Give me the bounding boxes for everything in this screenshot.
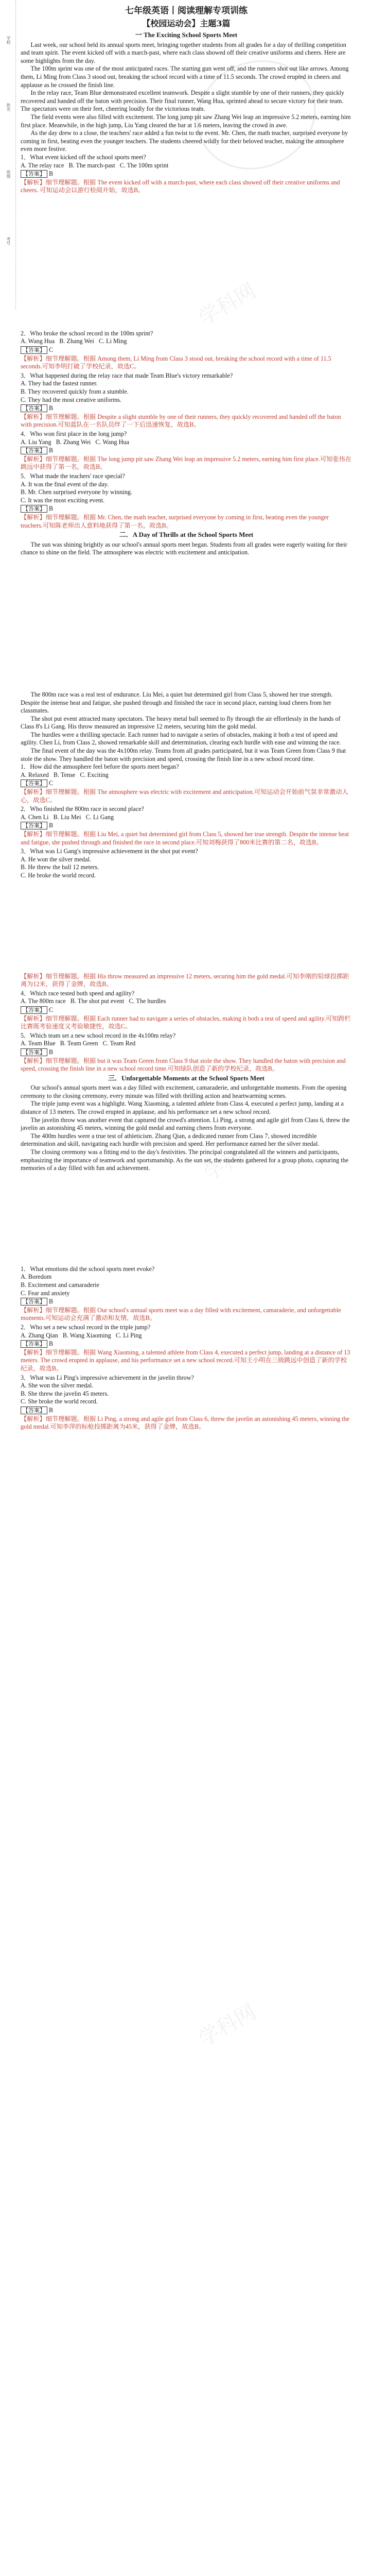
answer-line <box>21 404 352 413</box>
question-stem: 4．Which race tested both speed and agility? <box>21 989 135 997</box>
passage <box>21 691 352 763</box>
answer-label: 【答案】 <box>21 404 47 412</box>
paragraph: Last week, our school held its annual sports meet, bringing together students from all grades for a day of thrilling competition and team spirit. The event kicked off with a march-past, where each class showed off their creative uniforms and cheers. Here are some highlights from the day. <box>21 41 346 64</box>
answer-value: B <box>49 1340 54 1348</box>
answer-label: 【答案】 <box>21 1048 47 1056</box>
analysis: 【解析】细节理解题。根据 The event kicked off with a march-past, where each class showed off their creative uniforms and cheers. 可知运动会以游行检阅开始，故选B。 <box>21 178 340 194</box>
question-option: A. They had the fastest runner. <box>21 380 98 387</box>
question-stem: 5．Which team set a new school record in the 4x100m relay? <box>21 1031 176 1039</box>
question-option: A. The 800m race B. The shot put event C. The hurdles <box>21 997 166 1005</box>
section-1 <box>21 31 352 195</box>
answer-line <box>21 822 352 830</box>
paragraph: The 100m sprint was one of the most anticipated races. The starting gun went off, and the runners shot out like arrows. Among them, Li Ming from Class 3 stood out, breaking the school record with a time of 11.5 seconds. The crowd erupted in cheers and applause as he crossed the finish line. <box>21 65 349 89</box>
question-stem: 4．Who won first place in the long jump? <box>21 430 127 437</box>
section-2-continued <box>21 691 352 880</box>
question-option: A. She won the silver medal. <box>21 1382 94 1389</box>
margin-label-class: 班级 <box>6 170 11 178</box>
question-stem: 2．Who finished the 800m race in second place? <box>21 805 144 813</box>
answer-line <box>21 505 352 513</box>
question-option: B. Excitement and camaraderie <box>21 1281 99 1289</box>
paragraph: The final event of the day was the 4x100m relay. Teams from all grades participated, but it was Team Green from Class 9 that stole the show. They handled the baton with precision and speed, crossing the finish line in a new school record time. <box>21 747 346 762</box>
question-stem: 1．What emotions did the school sports meet evoke? <box>21 1265 155 1273</box>
question-option: A. Chen Li B. Liu Mei C. Li Gang <box>21 813 114 821</box>
blank-space <box>21 196 352 330</box>
answer-value: B <box>49 1298 54 1306</box>
question <box>21 1374 352 1431</box>
question-option: B. Mr. Chen surprised everyone by winning. <box>21 488 132 496</box>
question-option: A. Liu Yang B. Zhang Wei C. Wang Hua <box>21 438 129 446</box>
answer-line <box>21 1406 352 1415</box>
passage <box>21 1084 352 1173</box>
analysis: 【解析】细节理解题。根据 Wang Xiaoming, a talented athlete from Class 4, executed a perfect jump, landing at a distance of 13 meters. The crowd erupted in applause, and his performance set a new school record.可知王小明在三级跳远中创造了新的学校纪录，故选B。 <box>21 1348 350 1372</box>
document-page <box>21 0 352 1432</box>
answer-value: C <box>49 779 54 787</box>
paragraph: The javelin throw was another event that captured the crowd's attention. Li Ping, a strong and agile girl from Class 6, threw the javelin an astonishing 45 meters, winning the gold medal and earning cheers from everyone. <box>21 1116 350 1132</box>
question <box>21 1032 352 1073</box>
watermark-text: 学科网 <box>195 279 260 331</box>
paragraph: As the day drew to a close, the teachers' race added a fun twist to the event. Mr. Chen, the math teacher, surprised everyone by coming in first, beating even the younger teachers. The students cheered wildly for their beloved teacher, making the atmosphere even more festive. <box>21 129 348 153</box>
binding-margin <box>0 0 16 309</box>
section-title: 三．Unforgettable Moments at the School Sports Meet <box>108 1074 265 1082</box>
answer-value: B <box>49 170 54 178</box>
answer-value: B <box>49 1406 54 1414</box>
question-option: B. He threw the ball 12 meters. <box>21 863 99 871</box>
analysis: 【解析】细节理解题。根据 Mr. Chen, the math teacher, surprised everyone by coming in first, beating even the younger teachers.可知陈老师出人意料地获得了第一名，故选B。 <box>21 513 329 529</box>
paragraph: The field events were also filled with excitement. The long jump pit saw Zhang Wei leap an impressive 5.2 meters, earning him first place. Meanwhile, in the high jump, Liu Yang cleared the bar at 1.6 meters, leaving the crowd in awe. <box>21 113 351 129</box>
question-option: A. Boredom <box>21 1273 52 1281</box>
blank-space <box>21 880 352 973</box>
section-2 <box>21 531 352 557</box>
answer-label: 【答案】 <box>21 1006 47 1014</box>
answer-value: C <box>49 346 54 354</box>
question-option: A. The relay race B. The march-past C. The 100m sprint <box>21 161 169 169</box>
question-option: A. It was the final event of the day. <box>21 480 109 488</box>
answer-line <box>21 1298 352 1306</box>
answer-label: 【答案】 <box>21 1298 47 1306</box>
answer-line <box>21 447 352 455</box>
analysis: 【解析】细节理解题。根据 The long jump pit saw Zhang Wei leap an impressive 5.2 meters, earning him first place.可知张伟在跳远中获得了第一名，故选B。 <box>21 455 351 471</box>
paragraph: The sun was shining brightly as our school's annual sports meet began. Students from all grades were eagerly waiting for their chance to shine on the field. The atmosphere was electric with excitement and anticipation. <box>21 540 347 556</box>
blank-space <box>21 557 352 691</box>
answer-label: 【答案】 <box>21 822 47 829</box>
paragraph: The hurdles were a thrilling spectacle. Each runner had to navigate a series of obstacles, making it both a test of speed and agility. Chen Li, from Class 2, showed remarkable skill and determination, clearing each hurdle with ease and winning the race. <box>21 731 341 747</box>
answer-value: B <box>49 505 54 513</box>
question-option: C. They had the most creative uniforms. <box>21 396 122 403</box>
paragraph: The 800m race was a real test of endurance. Liu Mei, a quiet but determined girl from Class 5, showed her true strength. Despite the intense heat and fatigue, she pushed through and finished the race in second place, earning loud cheers from her classmates. <box>21 690 333 715</box>
analysis: 【解析】细节理解题。根据 Our school's annual sports meet was a day filled with excitement, camaraderie, and unforgettable moments.可知运动会充满了激动和友情，故选B。 <box>21 1306 341 1322</box>
question-option: B. They recovered quickly from a stumble. <box>21 388 129 396</box>
answer-label: 【答案】 <box>21 779 47 787</box>
question <box>21 330 352 371</box>
question-option: C. He broke the world record. <box>21 871 96 879</box>
analysis: 【解析】细节理解题。根据 Each runner had to navigate a series of obstacles, making it both a test of speed and agility.可知跨栏比赛既考验速度又考验敏捷性，故选C。 <box>21 1014 351 1030</box>
answer-value: C <box>49 1006 54 1013</box>
question-stem: 3．What happened during the relay race that made Team Blue's victory remarkable? <box>21 371 233 379</box>
margin-label-name: 姓名 <box>6 103 11 111</box>
section-title: 一 The Exciting School Sports Meet <box>135 31 238 39</box>
question <box>21 472 352 530</box>
paragraph: Our school's annual sports meet was a day filled with excitement, camaraderie, and unforgettable moments. From the opening ceremony to the closing ceremony, every minute was filled with thrilling action and heartwarming scenes. <box>21 1084 347 1099</box>
margin-label-exam-number: 考号 <box>6 237 11 245</box>
answer-label: 【答案】 <box>21 447 47 454</box>
question-stem: 5．What made the teachers' race special? <box>21 472 125 480</box>
answer-line <box>21 779 352 788</box>
analysis: 【解析】细节理解题。根据 but it was Team Green from Class 9 that stole the show. They handled the baton with precision and speed, crossing the finish line in a new school record time.可知绿队创造了新的学校纪录，故选B。 <box>21 1057 346 1073</box>
question-option: A. He won the silver medal. <box>21 855 92 863</box>
answer-line <box>21 1048 352 1057</box>
answer-value: B <box>49 404 54 412</box>
paragraph: The triple jump event was a highlight. Wang Xiaoming, a talented athlete from Class 4, executed a perfect jump, landing at a distance of 13 meters. The crowd erupted in applause, and his performance set a new school record. <box>21 1100 344 1116</box>
answer-line <box>21 1340 352 1348</box>
question-option: C. It was the most exciting event. <box>21 496 105 504</box>
question <box>21 763 352 804</box>
question-option: A. Relaxed B. Tense C. Exciting <box>21 771 109 778</box>
section-1-continued <box>21 330 352 530</box>
question-option: A. Wang Hua B. Zhang Wei C. Li Ming <box>21 337 127 345</box>
answer-label: 【答案】 <box>21 346 47 354</box>
paragraph: The shot put event attracted many spectators. The heavy metal ball seemed to fly through the air effortlessly in the hands of Class 8's Li Gang. His throw measured an impressive 12 meters, securing him the gold medal. <box>21 715 341 731</box>
passage <box>21 541 352 557</box>
paragraph: The 400m hurdles were a true test of athleticism. Zhang Qian, a dedicated runner from Class 7, showed incredible determination and skill, navigating each hurdle with precision and speed. Her performance earned her the silver medal. <box>21 1132 320 1148</box>
question-stem: 2．Who set a new school record in the triple jump? <box>21 1323 151 1331</box>
document-title: 七年级英语丨阅读理解专项训练 <box>125 6 248 16</box>
answer-line <box>21 170 352 178</box>
answer-label: 【答案】 <box>21 505 47 513</box>
margin-label-school: 学校 <box>6 36 11 44</box>
question-option: C. She broke the world record. <box>21 1398 98 1405</box>
analysis: 【解析】细节理解题。根据 Li Ping, a strong and agile girl from Class 6, threw the javelin an astonishing 45 meters, winning the gold medal.可知李萍的标枪投掷距离为45米，获得了金牌，故选B。 <box>21 1415 350 1431</box>
answer-value: B <box>49 822 54 829</box>
answer-label: 【答案】 <box>21 1340 47 1348</box>
answer-value: B <box>49 1048 54 1056</box>
question <box>21 1265 352 1323</box>
answer-value: B <box>49 447 54 454</box>
question-stem: 2．Who broke the school record in the 100m sprint? <box>21 329 153 337</box>
question-stem: 1．What event kicked off the school sports meet? <box>21 153 146 161</box>
question-option: A. Team Blue B. Team Green C. Team Red <box>21 1040 136 1047</box>
analysis: 【解析】细节理解题。根据 The atmosphere was electric with excitement and anticipation.可知运动会开始前气氛非常激动人心，故选C。 <box>21 788 348 804</box>
question-stem: 3．What was Li Ping's impressive achievement in the javelin throw? <box>21 1374 194 1381</box>
question <box>21 154 352 195</box>
answer-label: 【答案】 <box>21 170 47 178</box>
question-stem: 3．What was Li Gang's impressive achievement in the shot put event? <box>21 848 198 855</box>
blank-space <box>21 1173 352 1265</box>
analysis: 【解析】细节理解题。根据 Among them, Li Ming from Class 3 stood out, breaking the school record with a time of 11.5 seconds.可知李明打破了学校纪录，故选C。 <box>21 354 331 370</box>
question <box>21 990 352 1031</box>
passage <box>21 41 352 154</box>
answer-line <box>21 346 352 354</box>
paragraph: The closing ceremony was a fitting end to the day's festivities. The principal congratulated all the winners and participants, emphasizing the importance of teamwork and sportsmanship. As the sun set, the students gathered for a group photo, capturing the memories of a day filled with fun and achievement. <box>21 1148 348 1172</box>
analysis: 【解析】细节理解题。根据 Liu Mei, a quiet but determined girl from Class 5, showed her true strength. Despite the intense heat and fatigue, she pushed through and finished the race in second place.可知刘梅获得了800米比赛的第二名，故选B。 <box>21 831 349 846</box>
answer-label: 【答案】 <box>21 1406 47 1414</box>
question <box>21 430 352 471</box>
document-subtitle: 【校园运动会】主题3篇 <box>142 19 231 28</box>
question-stem: 1．How did the atmosphere feel before the sports meet began? <box>21 763 179 771</box>
question-option: C. Fear and anxiety <box>21 1289 70 1297</box>
answer-line <box>21 1006 352 1014</box>
question <box>21 848 352 879</box>
question-option: A. Zhang Qian B. Wang Xiaoming C. Li Ping <box>21 1331 142 1339</box>
watermark-text: 学科网 <box>195 1999 260 2052</box>
analysis: 【解析】细节理解题。根据 Despite a slight stumble by one of their runners, they quickly recovered and handed off the baton with precision.可知蓝队在一名队员绊了一下后迅速恢复，故选B。 <box>21 413 341 429</box>
paragraph: In the relay race, Team Blue demonstrated excellent teamwork. Despite a slight stumble by one of their runners, they quickly recovered and handed off the baton with precision. Their final runner, Wang Hua, sprinted ahead to secure victory for their team. The spectators were on their feet, cheering loudly for the victorious team. <box>21 89 344 113</box>
section-title: 二．A Day of Thrills at the School Sports Meet <box>119 531 254 539</box>
question <box>21 805 352 846</box>
section-3 <box>21 1074 352 1173</box>
question-option: B. She threw the javelin 45 meters. <box>21 1389 109 1397</box>
question <box>21 1324 352 1373</box>
watermark-text: 学科网 <box>200 1134 266 1186</box>
section-2-continued-2 <box>21 973 352 1073</box>
section-3-continued <box>21 1265 352 1431</box>
question <box>21 372 352 429</box>
analysis: 【解析】细节理解题。根据 His throw measured an impressive 12 meters, securing him the gold medal.可知李刚的铅球投掷距离为12米，获得了金牌，故选B。 <box>21 972 349 988</box>
